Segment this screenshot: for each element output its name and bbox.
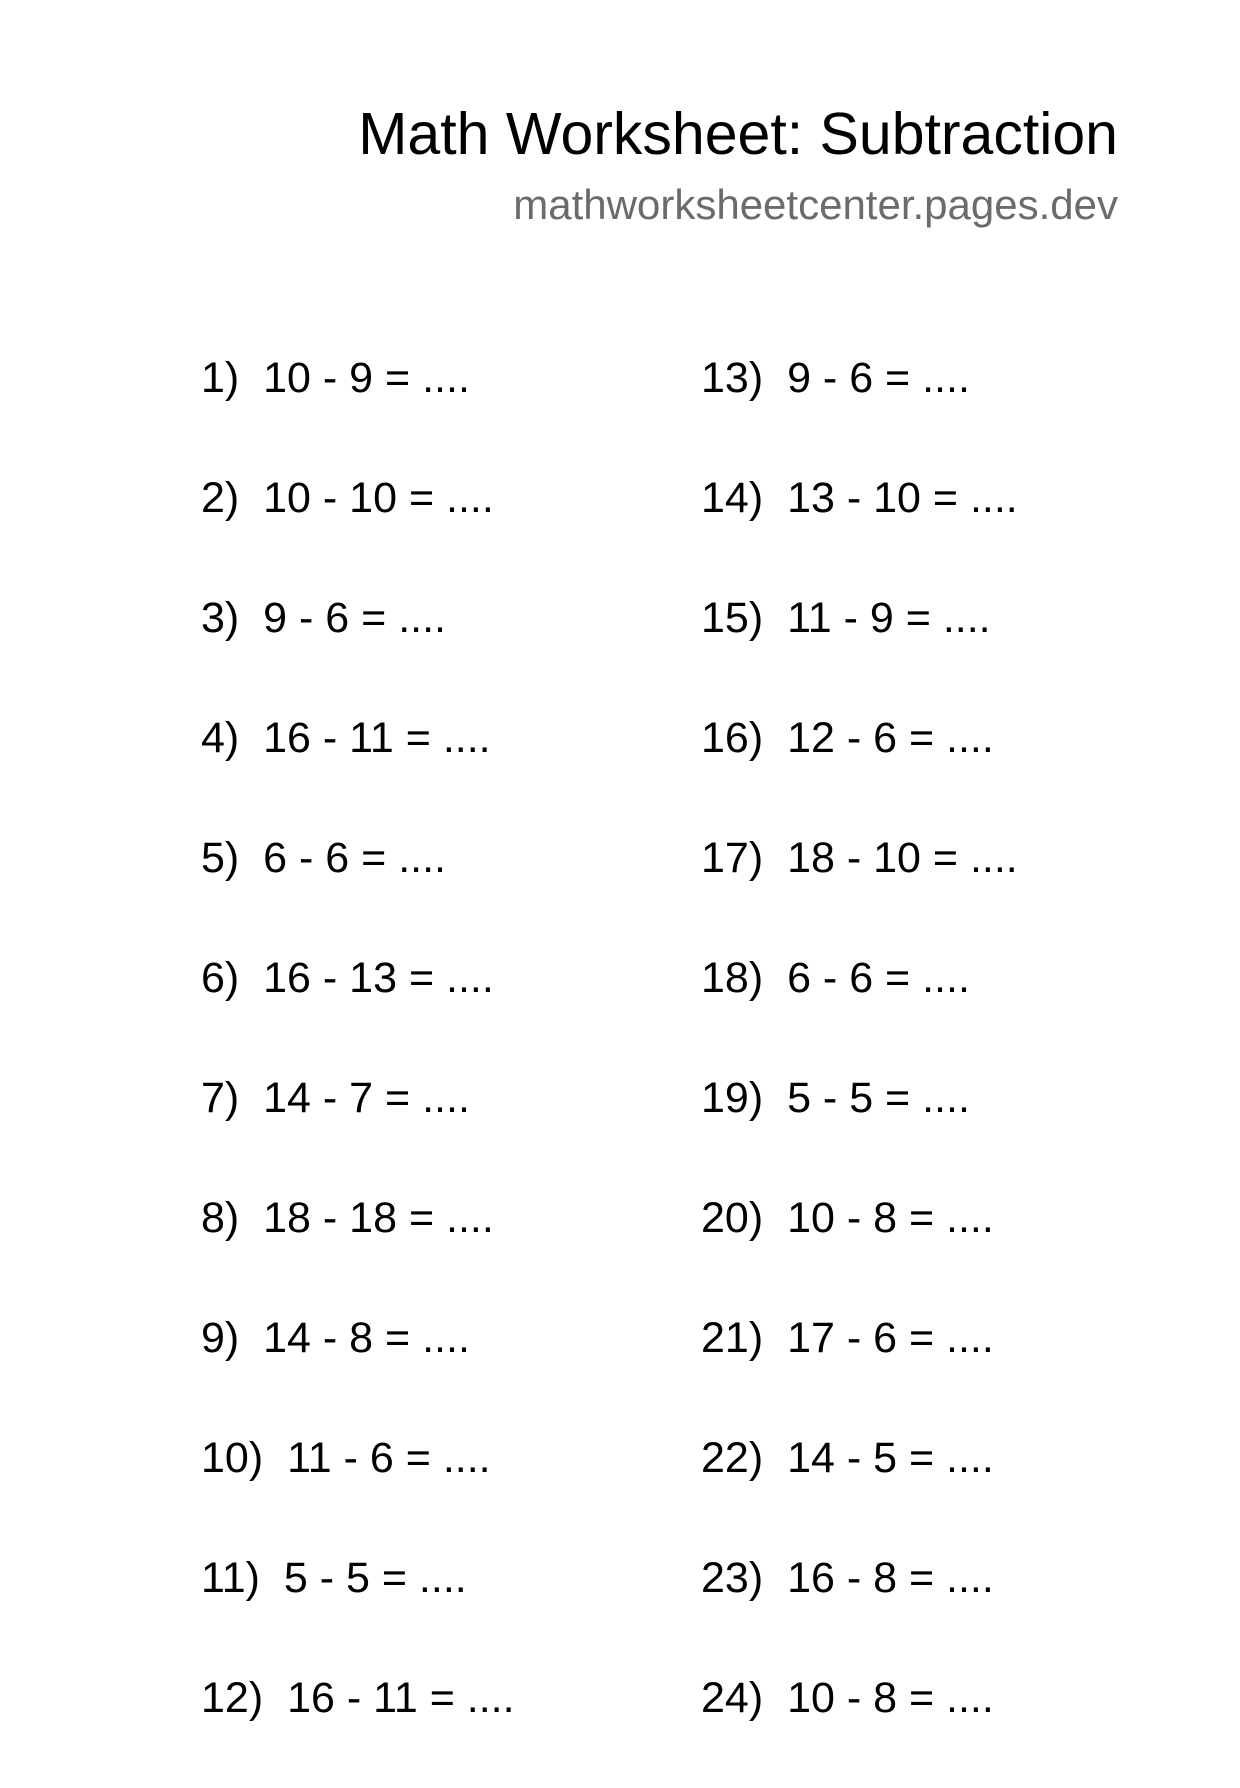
problem-item: [701, 1188, 1018, 1308]
problem-expression: 16 - 11 = ....: [263, 714, 491, 762]
problem-item: [201, 348, 515, 468]
problem-item: [701, 1428, 1018, 1548]
problem-number: 20): [701, 1194, 764, 1242]
problem-expression: 16 - 13 = ....: [263, 954, 494, 1002]
problem-number: 2): [201, 474, 240, 522]
problem-number: 14): [701, 474, 764, 522]
problem-expression: 9 - 6 = ....: [787, 354, 970, 402]
problem-expression: 18 - 18 = ....: [263, 1194, 494, 1242]
problem-item: [201, 1308, 515, 1428]
problems-column-left: [201, 348, 515, 1788]
problem-item: [201, 1188, 515, 1308]
problem-expression: 13 - 10 = ....: [787, 474, 1018, 522]
problem-expression: 10 - 8 = ....: [787, 1194, 994, 1242]
problem-item: [701, 348, 1018, 468]
problem-expression: 10 - 8 = ....: [787, 1674, 994, 1722]
problem-expression: 12 - 6 = ....: [787, 714, 994, 762]
problem-expression: 10 - 9 = ....: [263, 354, 470, 402]
problem-number: 21): [701, 1314, 764, 1362]
problem-item: [701, 1548, 1018, 1668]
problem-number: 23): [701, 1554, 764, 1602]
problem-expression: 5 - 5 = ....: [283, 1554, 467, 1602]
problem-number: 19): [701, 1074, 764, 1122]
problem-item: [701, 1668, 1018, 1788]
problem-number: 7): [201, 1074, 240, 1122]
problem-expression: 10 - 10 = ....: [263, 474, 494, 522]
problem-number: 1): [201, 354, 240, 402]
problem-expression: 17 - 6 = ....: [787, 1314, 994, 1362]
problems-column-right: [701, 348, 1018, 1788]
problem-item: [201, 948, 515, 1068]
problem-expression: 16 - 8 = ....: [787, 1554, 994, 1602]
problem-number: 6): [201, 954, 240, 1002]
problem-number: 11): [201, 1554, 260, 1602]
problem-item: [701, 708, 1018, 828]
problem-number: 12): [201, 1674, 264, 1722]
problem-item: [201, 1548, 515, 1668]
problem-expression: 16 - 11 = ....: [287, 1674, 515, 1722]
problem-expression: 5 - 5 = ....: [787, 1074, 970, 1122]
problem-number: 3): [201, 594, 240, 642]
problem-item: [201, 828, 515, 948]
problem-number: 4): [201, 714, 240, 762]
problem-expression: 14 - 8 = ....: [263, 1314, 470, 1362]
problem-item: [701, 1068, 1018, 1188]
problem-number: 24): [701, 1674, 764, 1722]
problem-expression: 9 - 6 = ....: [263, 594, 446, 642]
problem-expression: 6 - 6 = ....: [787, 954, 970, 1002]
problem-number: 18): [701, 954, 764, 1002]
worksheet-title: Math Worksheet: Subtraction: [358, 101, 1118, 167]
website-url: mathworksheetcenter.pages.dev: [513, 181, 1118, 228]
problem-number: 9): [201, 1314, 240, 1362]
problem-expression: 11 - 6 = ....: [287, 1434, 491, 1482]
problem-item: [201, 1428, 515, 1548]
problem-expression: 11 - 9 = ....: [787, 594, 991, 642]
problem-item: [701, 1308, 1018, 1428]
problem-number: 15): [701, 594, 764, 642]
problem-number: 16): [701, 714, 764, 762]
problem-item: [701, 948, 1018, 1068]
problem-item: [701, 468, 1018, 588]
problem-number: 10): [201, 1434, 264, 1482]
problem-expression: 6 - 6 = ....: [263, 834, 446, 882]
problem-expression: 18 - 10 = ....: [787, 834, 1018, 882]
problem-item: [701, 828, 1018, 948]
problem-number: 17): [701, 834, 764, 882]
problem-item: [201, 1068, 515, 1188]
problem-item: [201, 468, 515, 588]
problem-number: 8): [201, 1194, 240, 1242]
problem-expression: 14 - 5 = ....: [787, 1434, 994, 1482]
problem-item: [201, 708, 515, 828]
problem-number: 22): [701, 1434, 764, 1482]
problem-number: 5): [201, 834, 240, 882]
problem-item: [201, 588, 515, 708]
problem-number: 13): [701, 354, 764, 402]
problem-item: [201, 1668, 515, 1788]
problem-expression: 14 - 7 = ....: [263, 1074, 470, 1122]
problem-item: [701, 588, 1018, 708]
